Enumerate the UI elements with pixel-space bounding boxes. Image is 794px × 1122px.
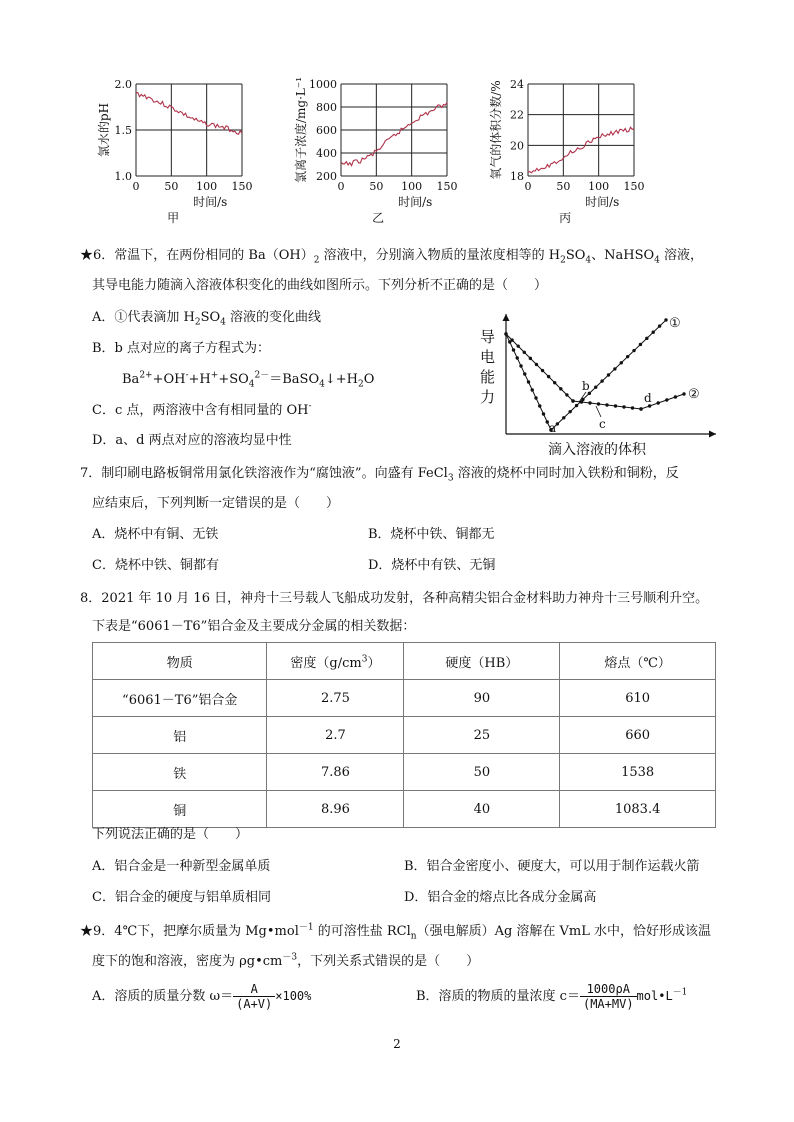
- eq-a: Ba: [122, 372, 140, 387]
- table-cell: 铝: [93, 717, 267, 754]
- page-number: 2: [393, 1037, 401, 1051]
- curve-dot: [547, 375, 550, 378]
- curve-dot: [631, 406, 634, 409]
- point-d-label: d: [644, 391, 652, 405]
- x-tick-label: 50: [164, 180, 179, 193]
- q9-optB-suffix: mol•L: [636, 989, 673, 1003]
- q8-number: 8．: [80, 591, 102, 606]
- q6-option-d[interactable]: D．a、d 两点对应的溶液均显中性: [92, 433, 292, 448]
- x-axis-label: 时间/s: [398, 195, 433, 209]
- curve-dot: [622, 405, 625, 408]
- x-tick-label: 0: [132, 180, 140, 193]
- q9-option-a[interactable]: [92, 978, 311, 1015]
- curve-dot: [597, 402, 600, 405]
- data-line: [528, 127, 634, 173]
- q6-sub4: 4: [654, 255, 660, 266]
- q7-sub: 3: [447, 473, 454, 484]
- y-label-char: 电: [480, 348, 496, 366]
- curve-dot: [639, 407, 642, 410]
- conductivity-plot: [476, 310, 726, 460]
- q6-number: 6．: [93, 248, 115, 263]
- curve-dot: [600, 379, 603, 382]
- curve-dot: [620, 361, 623, 364]
- q9-stem-line1: [80, 923, 711, 941]
- curve-dot: [559, 387, 562, 390]
- table-cell: 1538: [560, 754, 716, 791]
- cond-x-label: 滴入溶液的体积: [548, 442, 646, 458]
- y-axis-label: 氧气的体积分数/%: [489, 80, 503, 180]
- q6-stem-a: 常温下，在两份相同的 Ba（OH）: [114, 248, 314, 263]
- graph-row: [88, 72, 688, 232]
- eq-sub6: 2: [357, 379, 364, 390]
- curve-dot: [588, 401, 591, 404]
- eq-e: ＝BaSO: [269, 372, 320, 387]
- curve-dot: [529, 357, 532, 360]
- q6-optA-b: SO: [200, 310, 221, 325]
- q8-stem-line1: [80, 590, 708, 608]
- curve-dot: [568, 410, 571, 413]
- eq-b: +OH: [152, 372, 186, 387]
- curve-dot: [657, 401, 660, 404]
- curve-dot: [594, 386, 597, 389]
- y-axis-label: 氯水的pH: [97, 102, 111, 158]
- table-header-row: [93, 643, 716, 680]
- eq-c: +H: [188, 372, 211, 387]
- data-line: [341, 102, 447, 165]
- pointer-c: [596, 406, 601, 417]
- q6-optA-sub: 2: [194, 317, 201, 328]
- point-b-label: b: [582, 379, 590, 393]
- graph-1: [293, 77, 458, 225]
- curve-dot: [626, 355, 629, 358]
- q8-option-d[interactable]: D．铝合金的熔点比各成分金属高: [404, 890, 597, 905]
- th-substance: 物质: [93, 643, 267, 680]
- q9-stem2-b: ，下列关系式错误的是（ ）: [297, 954, 480, 969]
- table-cell: 1083.4: [560, 791, 716, 828]
- table-cell: 8.96: [267, 791, 404, 828]
- y-tick-label: 1.0: [114, 170, 132, 183]
- curve-dot: [504, 332, 507, 335]
- q6-optC-sup: -: [308, 401, 312, 412]
- q9-optB-sup: －1: [672, 987, 688, 998]
- curve-dot: [665, 398, 668, 401]
- curve-dot: [632, 349, 635, 352]
- curve-2-label: ②: [688, 387, 700, 402]
- q6-optA-c: 溶液的变化曲线: [225, 310, 322, 325]
- table-cell: 40: [404, 791, 560, 828]
- x-tick-label: 50: [556, 180, 571, 193]
- table-cell: “6061－T6”铝合金: [93, 680, 267, 717]
- graph-caption: 乙: [372, 211, 385, 225]
- curve-dot: [510, 338, 513, 341]
- graph-caption: 丙: [559, 211, 572, 225]
- q8-option-c[interactable]: C．铝合金的硬度与铝单质相同: [92, 890, 271, 905]
- q8-stem-line2: 下表是“6061－T6”铝合金及主要成分金属的相关数据：: [92, 619, 416, 634]
- q6-sub1: 2: [313, 255, 320, 266]
- curve-dot: [562, 416, 565, 419]
- table-cell: 90: [404, 680, 560, 717]
- th-density-close: ）: [367, 655, 381, 671]
- curve-dot: [645, 337, 648, 340]
- q9-stem2-a: 度下的饱和溶液，密度为 ρg•cm: [92, 954, 283, 969]
- q7-stem-a: 制印刷电路板铜常用氯化铁溶液作为“腐蚀液”。向盛有 FeCl: [101, 466, 448, 481]
- y-label-char: 导: [480, 328, 496, 346]
- curve-dot: [613, 367, 616, 370]
- curve-1: [506, 320, 666, 430]
- q6-option-b[interactable]: B．b 点对应的离子方程式为：: [92, 341, 271, 356]
- q9-star: ★: [80, 924, 94, 939]
- q6-equation: [122, 371, 374, 389]
- curve-dot: [556, 422, 559, 425]
- frac-numerator: 1000ρA: [580, 982, 637, 997]
- q7-stem-line1: [80, 465, 679, 483]
- table-cell: 50: [404, 754, 560, 791]
- frac-denominator: (MA+MV): [582, 997, 634, 1011]
- q6-optA-sub2: 4: [220, 317, 226, 328]
- x-axis-label: 时间/s: [585, 195, 620, 209]
- y-tick-label: 1.5: [114, 124, 132, 137]
- th-hardness: 硬度（HB）: [404, 643, 560, 680]
- y-axis-label: 氯离子浓度/mg·L⁻¹: [294, 76, 308, 184]
- curve-dot: [682, 392, 685, 395]
- q6-optA-a: A．①代表滴加 H: [92, 310, 195, 325]
- curve-dot: [527, 380, 530, 383]
- table-row: [93, 754, 716, 791]
- table-cell: 25: [404, 717, 560, 754]
- y-tick-label: 400: [316, 147, 337, 160]
- x-tick-label: 150: [436, 180, 458, 193]
- q9-number: 9．: [93, 924, 115, 939]
- table-cell: 铁: [93, 754, 267, 791]
- x-axis-label: 时间/s: [193, 195, 228, 209]
- q8-option-a[interactable]: A．铝合金是一种新型金属单质: [92, 859, 271, 874]
- curve-dot: [565, 393, 568, 396]
- q7-option-b[interactable]: B．烧杯中铁、铜都无: [368, 527, 495, 542]
- eq-sup2: -: [185, 370, 189, 381]
- x-tick-label: 0: [524, 180, 532, 193]
- y-tick-label: 800: [316, 101, 337, 114]
- y-tick-label: 18: [510, 170, 524, 183]
- curve-2: [506, 334, 684, 409]
- curve-dot: [553, 381, 556, 384]
- eq-sup4: 2－: [254, 370, 270, 381]
- eq-sub5: 4: [319, 379, 325, 390]
- table-cell: 660: [560, 717, 716, 754]
- eq-d: +SO: [218, 372, 249, 387]
- curve-dot: [664, 318, 667, 321]
- table-cell: 7.86: [267, 754, 404, 791]
- data-line: [136, 93, 242, 135]
- q6-option-a[interactable]: [92, 309, 321, 327]
- q6-stem-line1: [80, 247, 703, 265]
- q7-stem-b: 溶液的烧杯中同时加入铁粉和铜粉，反: [453, 466, 679, 481]
- curve-dot: [534, 396, 537, 399]
- curve-dot: [571, 399, 574, 402]
- table-row: [93, 680, 716, 717]
- curve-dot: [652, 331, 655, 334]
- q7-option-d[interactable]: D．烧杯中有铁、无铜: [368, 558, 496, 573]
- q9-optA-fraction: [233, 982, 275, 1011]
- q9-stem-a: 4℃下，把摩尔质量为 Mg•mol: [114, 924, 299, 939]
- table-cell: 2.75: [267, 680, 404, 717]
- curve-dot: [523, 351, 526, 354]
- curve-dot: [614, 404, 617, 407]
- curve-dot: [542, 412, 545, 415]
- q9-stem-b: 的可溶性盐 RCl: [313, 924, 411, 939]
- table-cell: 2.7: [267, 717, 404, 754]
- q6-stem-d: 、NaHSO: [591, 248, 655, 263]
- curve-dot: [639, 343, 642, 346]
- q9-option-b[interactable]: [416, 978, 687, 1015]
- x-tick-label: 100: [196, 180, 218, 193]
- curve-dot: [538, 404, 541, 407]
- q7-stem-line2: 应结束后，下列判断一定错误的是（ ）: [92, 496, 340, 511]
- curve-1-label: ①: [669, 316, 681, 331]
- table-row: [93, 717, 716, 754]
- q9-sub: n: [410, 931, 417, 942]
- table-row: [93, 791, 716, 828]
- q6-stem-e: 溶液，: [659, 248, 704, 263]
- q6-stem-c: SO: [565, 248, 586, 263]
- eq-sub4: 4: [248, 379, 255, 390]
- curve-dot: [512, 348, 515, 351]
- table-cell: 铜: [93, 791, 267, 828]
- x-tick-label: 50: [369, 180, 384, 193]
- q8-stem: 2021 年 10 月 16 日，神舟十三号载人飞船成功发射，各种高精尖铝合金材料助力神舟十三号顺利升空。: [101, 591, 709, 606]
- q6-sub3: 4: [585, 255, 592, 266]
- x-tick-label: 0: [337, 180, 345, 193]
- x-tick-label: 100: [588, 180, 610, 193]
- q9-stem-c: （强电解质）Ag 溶解在 VmL 水中，恰好形成该温: [416, 924, 712, 939]
- alloy-data-table: [92, 642, 716, 828]
- q7-option-c[interactable]: C．烧杯中铁、铜都有: [92, 558, 219, 573]
- x-tick-label: 100: [401, 180, 423, 193]
- frac-denominator: (A+V): [236, 997, 273, 1011]
- curve-dot: [607, 373, 610, 376]
- curve-dot: [674, 395, 677, 398]
- frac-numerator: A: [233, 982, 275, 997]
- eq-sup1: 2+: [139, 370, 153, 381]
- th-melting-point: 熔点（℃）: [560, 643, 716, 680]
- curve-dot: [535, 363, 538, 366]
- q9-sup2: －3: [282, 952, 298, 963]
- point-c-label: c: [599, 417, 606, 431]
- eq-sup3: +: [210, 370, 219, 381]
- q7-option-a[interactable]: A．烧杯中有铜、无铁: [92, 527, 219, 542]
- curve-dot: [519, 364, 522, 367]
- q8-option-b[interactable]: B．铝合金密度小、硬度大，可以用于制作运载火箭: [404, 859, 700, 874]
- y-tick-label: 1000: [309, 78, 337, 91]
- graph-0: [96, 78, 253, 225]
- graph-2: [488, 78, 645, 225]
- curve-dot: [523, 372, 526, 375]
- point-a-label: a: [549, 421, 557, 435]
- q6-stem-b: 溶液中，分别滴入物质的量浓度相等的 H: [319, 248, 561, 263]
- eq-g: O: [363, 372, 375, 387]
- y-tick-label: 20: [510, 139, 524, 153]
- q9-sup1: －1: [298, 922, 314, 933]
- x-tick-label: 150: [231, 180, 253, 193]
- q6-stem-line2: 其导电能力随滴入溶液体积变化的曲线如图所示。下列分析不正确的是（ ）: [92, 278, 548, 293]
- q9-optA-suffix: ×100%: [275, 989, 312, 1003]
- y-label-char: 力: [480, 388, 496, 406]
- q9-stem-line2: [92, 953, 479, 971]
- y-tick-label: 200: [316, 170, 337, 183]
- curve-dot: [541, 369, 544, 372]
- y-tick-label: 600: [316, 124, 337, 137]
- graphs-svg: [88, 72, 688, 232]
- curve-dot: [605, 403, 608, 406]
- q8-question: 下列说法正确的是（ ）: [92, 827, 249, 842]
- curve-dot: [531, 388, 534, 391]
- q6-option-c[interactable]: [92, 402, 312, 420]
- cond-y-label: [480, 328, 495, 406]
- q9-optB-prefix: B．溶质的物质的量浓度 c＝: [416, 989, 580, 1004]
- q9-optA-prefix: A．溶质的质量分数 ω＝: [92, 989, 234, 1004]
- y-tick-label: 24: [510, 78, 524, 91]
- q7-number: 7．: [80, 466, 102, 481]
- curve-dot: [575, 404, 578, 407]
- graph-caption: 甲: [167, 211, 180, 225]
- y-tick-label: 22: [510, 108, 524, 122]
- curve-dot: [516, 344, 519, 347]
- x-tick-label: 150: [623, 180, 645, 193]
- q6-sub2: 2: [560, 255, 566, 266]
- conductivity-plot-svg: [476, 310, 726, 460]
- q6-optC-a: C．c 点，两溶液中含有相同量的 OH: [92, 403, 309, 418]
- curve-dot: [658, 324, 661, 327]
- eq-f: ↓+H: [324, 372, 358, 387]
- th-density: [267, 643, 404, 680]
- q9-optB-fraction: [580, 982, 637, 1011]
- y-label-char: 能: [480, 368, 496, 386]
- table-cell: 610: [560, 680, 716, 717]
- th-density-text: 密度（g/cm: [290, 655, 362, 671]
- y-tick-label: 2.0: [114, 78, 132, 91]
- curve-dot: [516, 356, 519, 359]
- q6-star: ★: [80, 248, 94, 263]
- th-density-sup: 3: [361, 654, 368, 665]
